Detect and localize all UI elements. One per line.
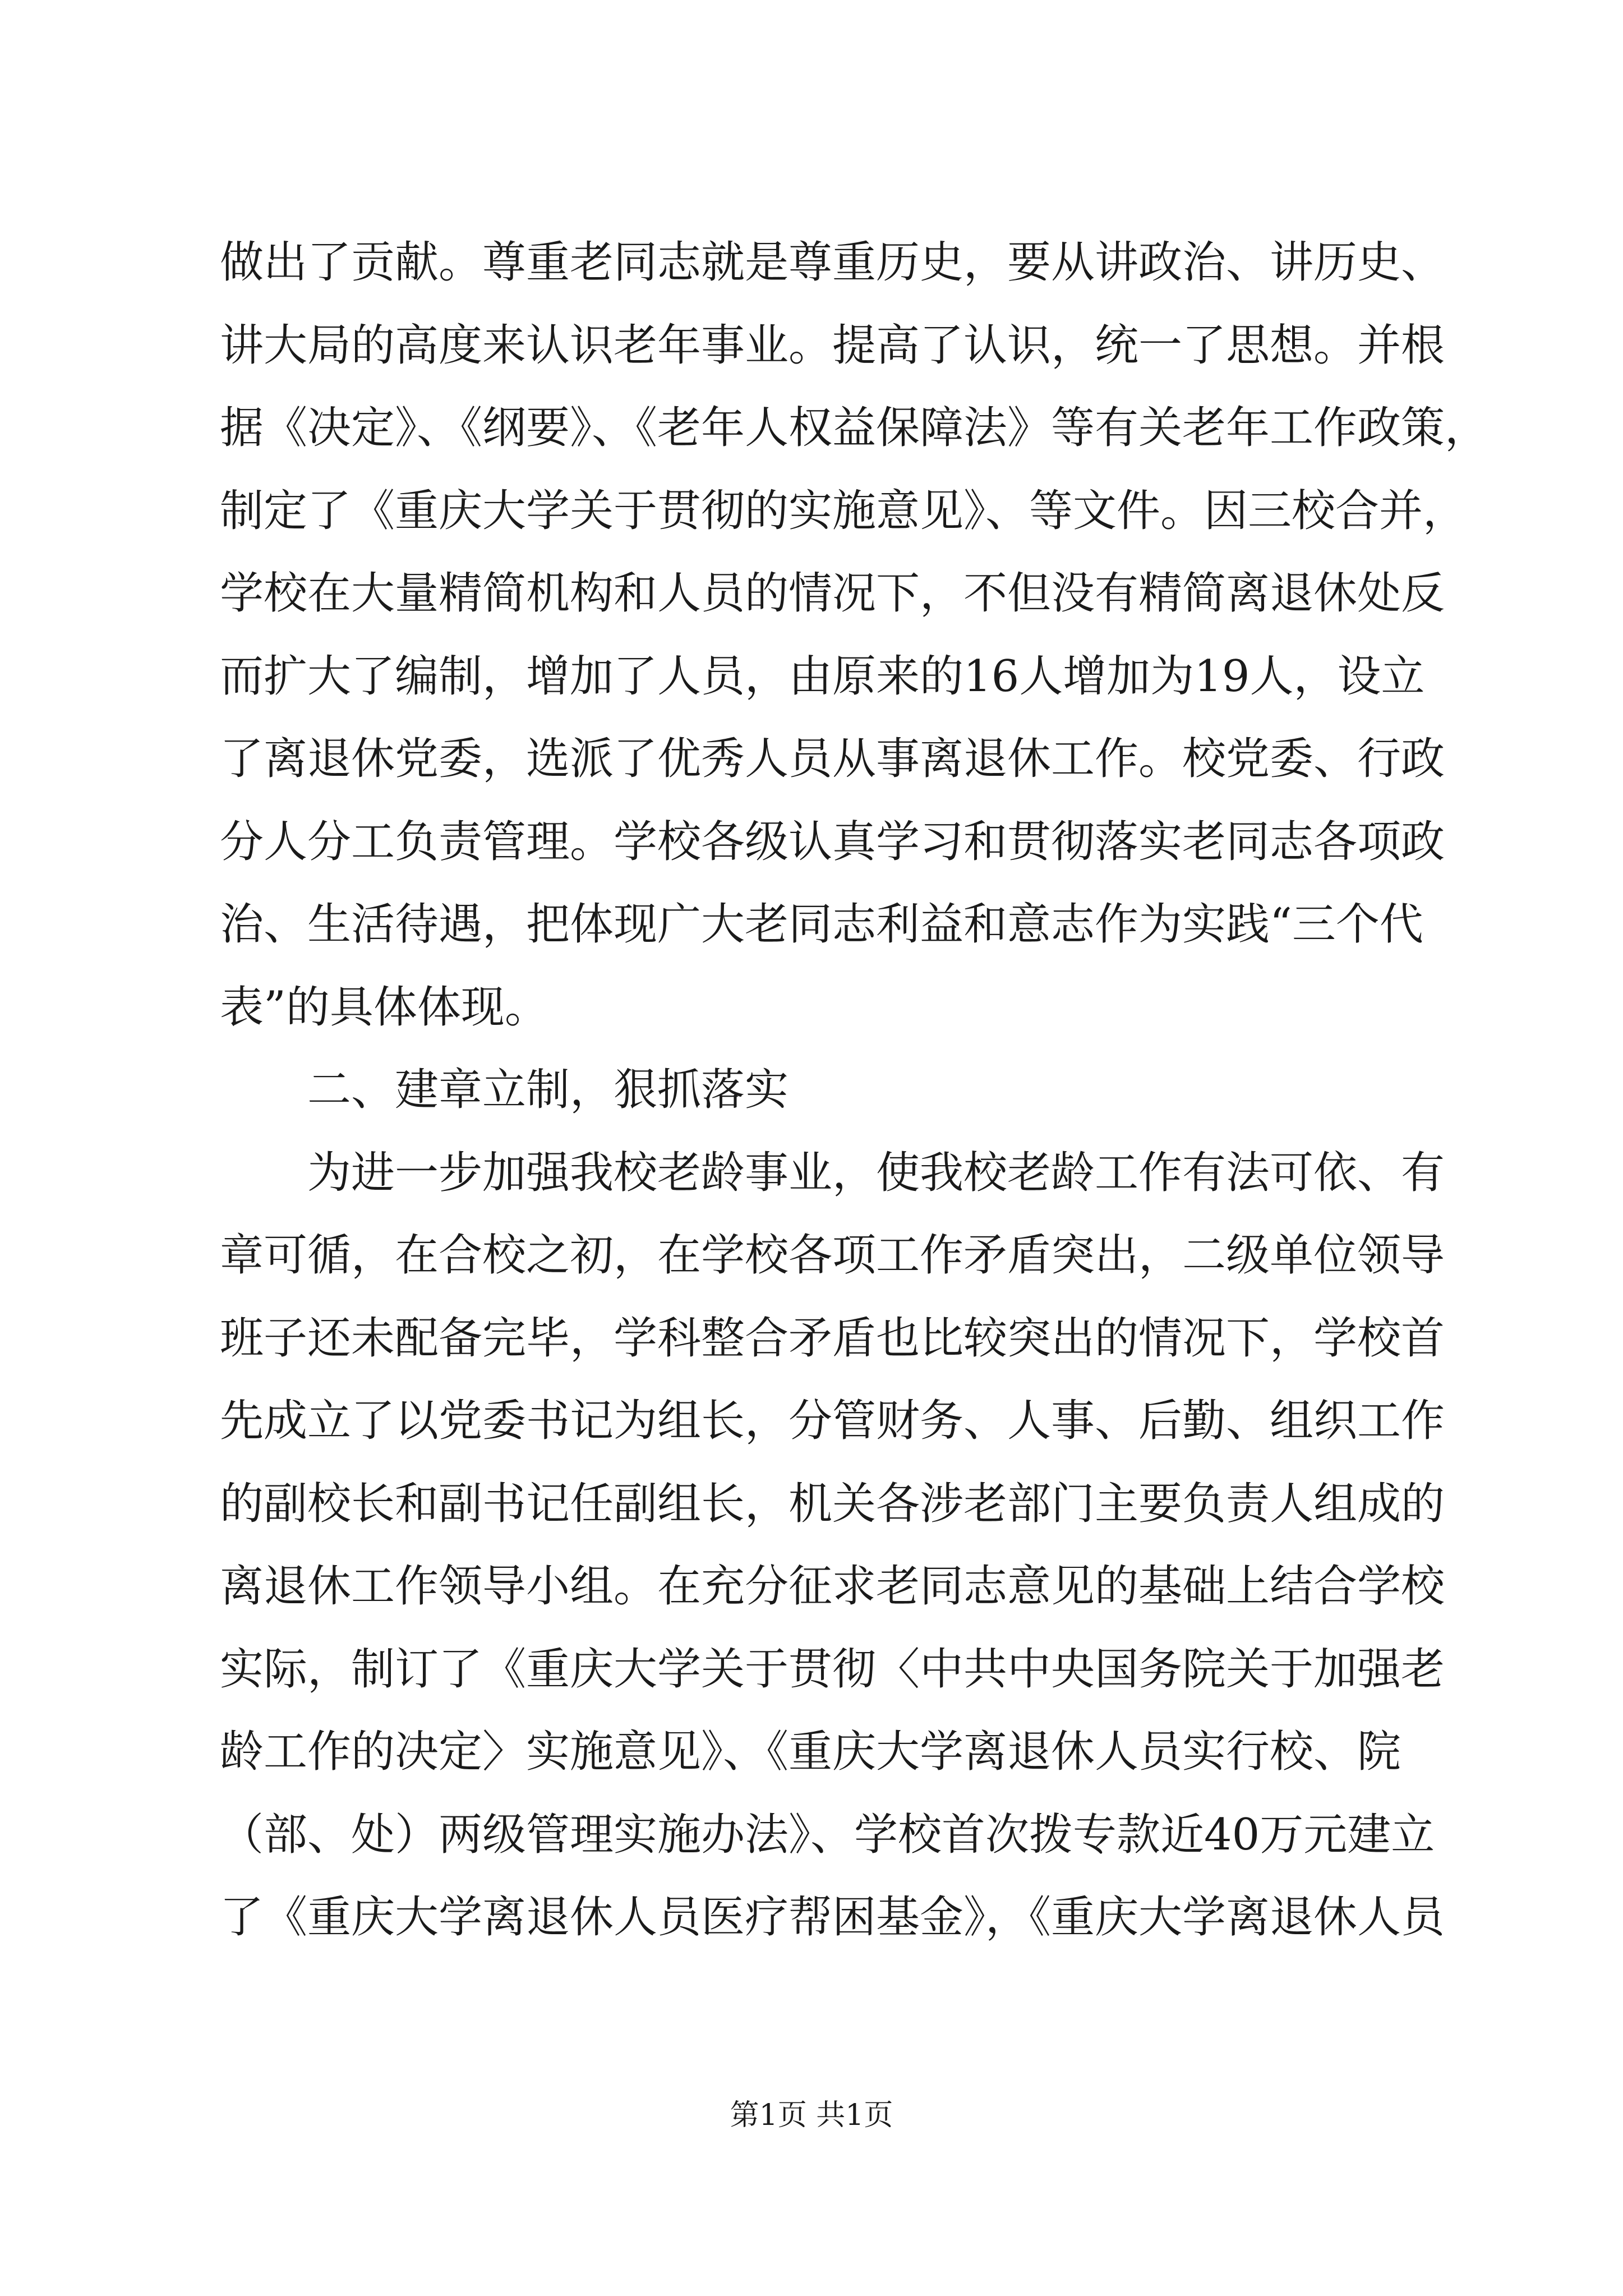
text-line: 治、生活待遇，把体现广大老同志利益和意志作为实践“三个代: [220, 899, 1423, 950]
text-line: 而扩大了编制，增加了人员，由原来的16人增加为19人，设立: [220, 651, 1425, 702]
text-line: 龄工作的决定〉实施意见》、《重庆大学离退休人员实行校、院: [220, 1727, 1401, 1777]
text-line: 表”的具体体现。: [220, 982, 548, 1033]
text-line: 为进一步加强我校老龄事业，使我校老龄工作有法可依、有: [307, 1147, 1445, 1198]
text-line: 据《决定》、《纲要》、《老年人权益保障法》等有关老年工作政策，: [220, 403, 1489, 453]
text-line: 班子还未配备完毕，学科整合矛盾也比较突出的情况下，学校首: [220, 1313, 1445, 1364]
page-number: 第1页 共1页: [730, 2099, 893, 2132]
text-line: 制定了《重庆大学关于贯彻的实施意见》、等文件。因三校合并，: [220, 485, 1467, 536]
text-line: 学校在大量精简机构和人员的情况下，不但没有精简离退休处反: [220, 568, 1445, 619]
text-line: 做出了贡献。尊重老同志就是尊重历史，要从讲政治、讲历史、: [220, 237, 1445, 288]
text-line: 了《重庆大学离退休人员医疗帮困基金》，《重庆大学离退休人员: [220, 1892, 1445, 1943]
section-heading: 二、建章立制，狠抓落实: [307, 1065, 789, 1115]
text-line: 离退休工作领导小组。在充分征求老同志意见的基础上结合学校: [220, 1561, 1445, 1612]
body-text: [220, 222, 1489, 1959]
text-line: 了离退休党委，选派了优秀人员从事离退休工作。校党委、行政: [220, 734, 1445, 784]
text-line: 先成立了以党委书记为组长，分管财务、人事、后勤、组织工作: [220, 1396, 1445, 1446]
text-line: （部、处）两级管理实施办法》、学校首次拨专款近40万元建立: [220, 1809, 1435, 1860]
text-line: 的副校长和副书记任副组长，机关各涉老部门主要负责人组成的: [220, 1478, 1445, 1529]
text-line: 章可循，在合校之初，在学校各项工作矛盾突出，二级单位领导: [220, 1230, 1445, 1281]
text-line: 实际，制订了《重庆大学关于贯彻〈中共中央国务院关于加强老: [220, 1644, 1445, 1695]
text-line: 讲大局的高度来认识老年事业。提高了认识，统一了思想。并根: [220, 320, 1445, 371]
page-footer: [0, 2096, 1623, 2135]
text-line: 分人分工负责管理。学校各级认真学习和贯彻落实老同志各项政: [220, 816, 1445, 867]
